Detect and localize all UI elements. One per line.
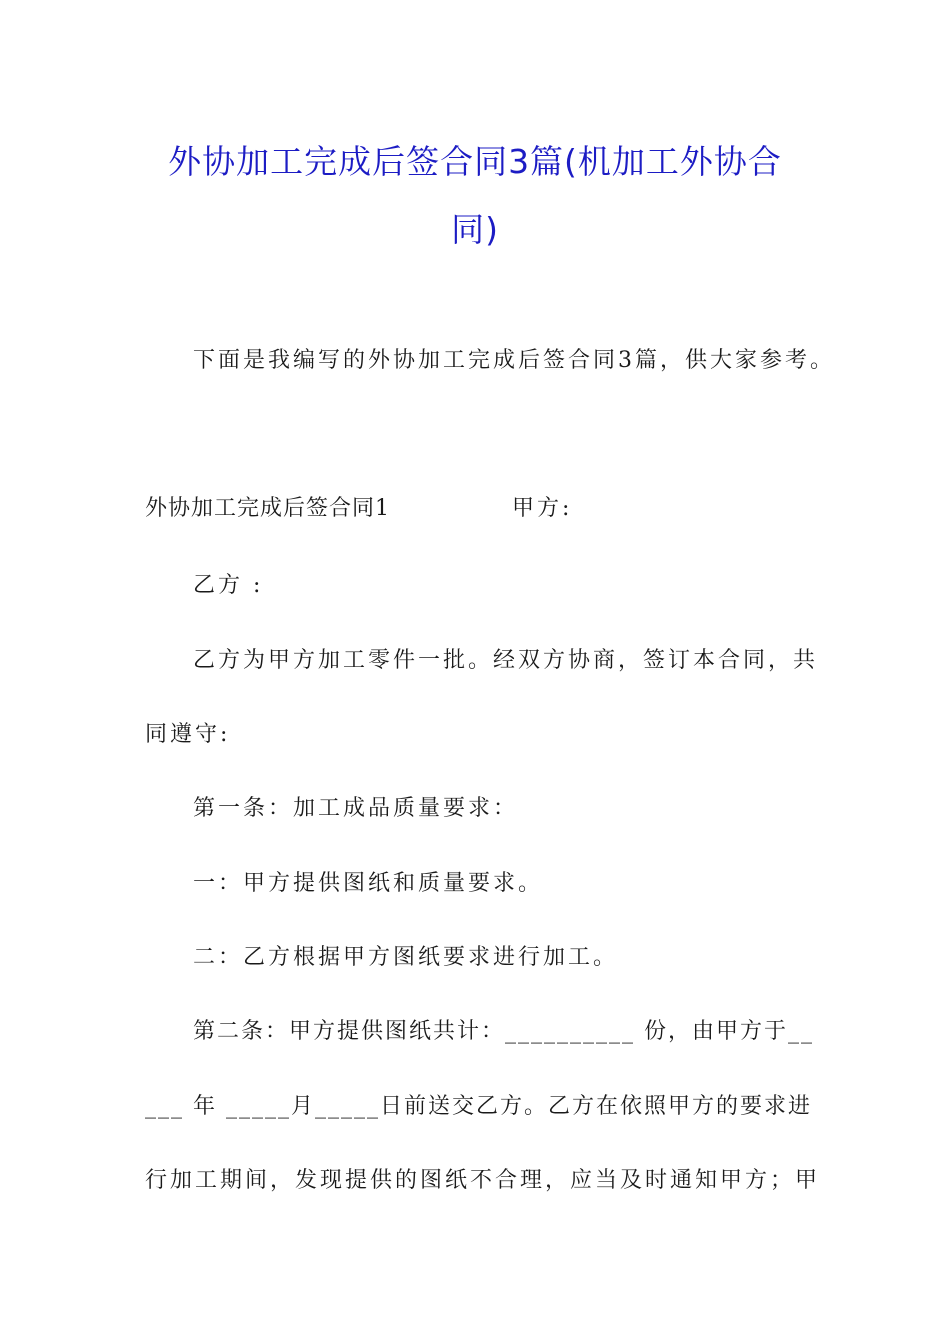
party-a-label: 甲方:	[512, 496, 573, 521]
article-1-item-2: 二：乙方根据甲方图纸要求进行加工。	[193, 945, 619, 970]
article-2-line-1: 第二条：甲方提供图纸共计：__________ 份，由甲方于__	[193, 1019, 814, 1044]
intro-paragraph: 下面是我编写的外协加工完成后签合同3篇，供大家参考。	[193, 348, 835, 373]
title-line-1: 外协加工完成后签合同3篇(机加工外协合	[168, 142, 782, 181]
article-1-item-1: 一：甲方提供图纸和质量要求。	[193, 871, 544, 896]
party-b-label: 乙方 :	[193, 573, 264, 598]
document-title	[120, 128, 830, 264]
article-2-line-2: ___ 年 _____月_____日前送交乙方。乙方在依照甲方的要求进	[145, 1094, 812, 1119]
article-1-heading: 第一条：加工成品质量要求：	[193, 796, 519, 821]
article-2-line-3: 行加工期间，发现提供的图纸不合理，应当及时通知甲方；甲	[145, 1168, 821, 1193]
paragraph-1-line-2: 同遵守:	[145, 722, 231, 747]
contract-heading: 外协加工完成后签合同1	[145, 496, 390, 521]
title-line-2: 同)	[451, 210, 499, 249]
paragraph-1-line-1: 乙方为甲方加工零件一批。经双方协商，签订本合同，共	[193, 648, 819, 673]
